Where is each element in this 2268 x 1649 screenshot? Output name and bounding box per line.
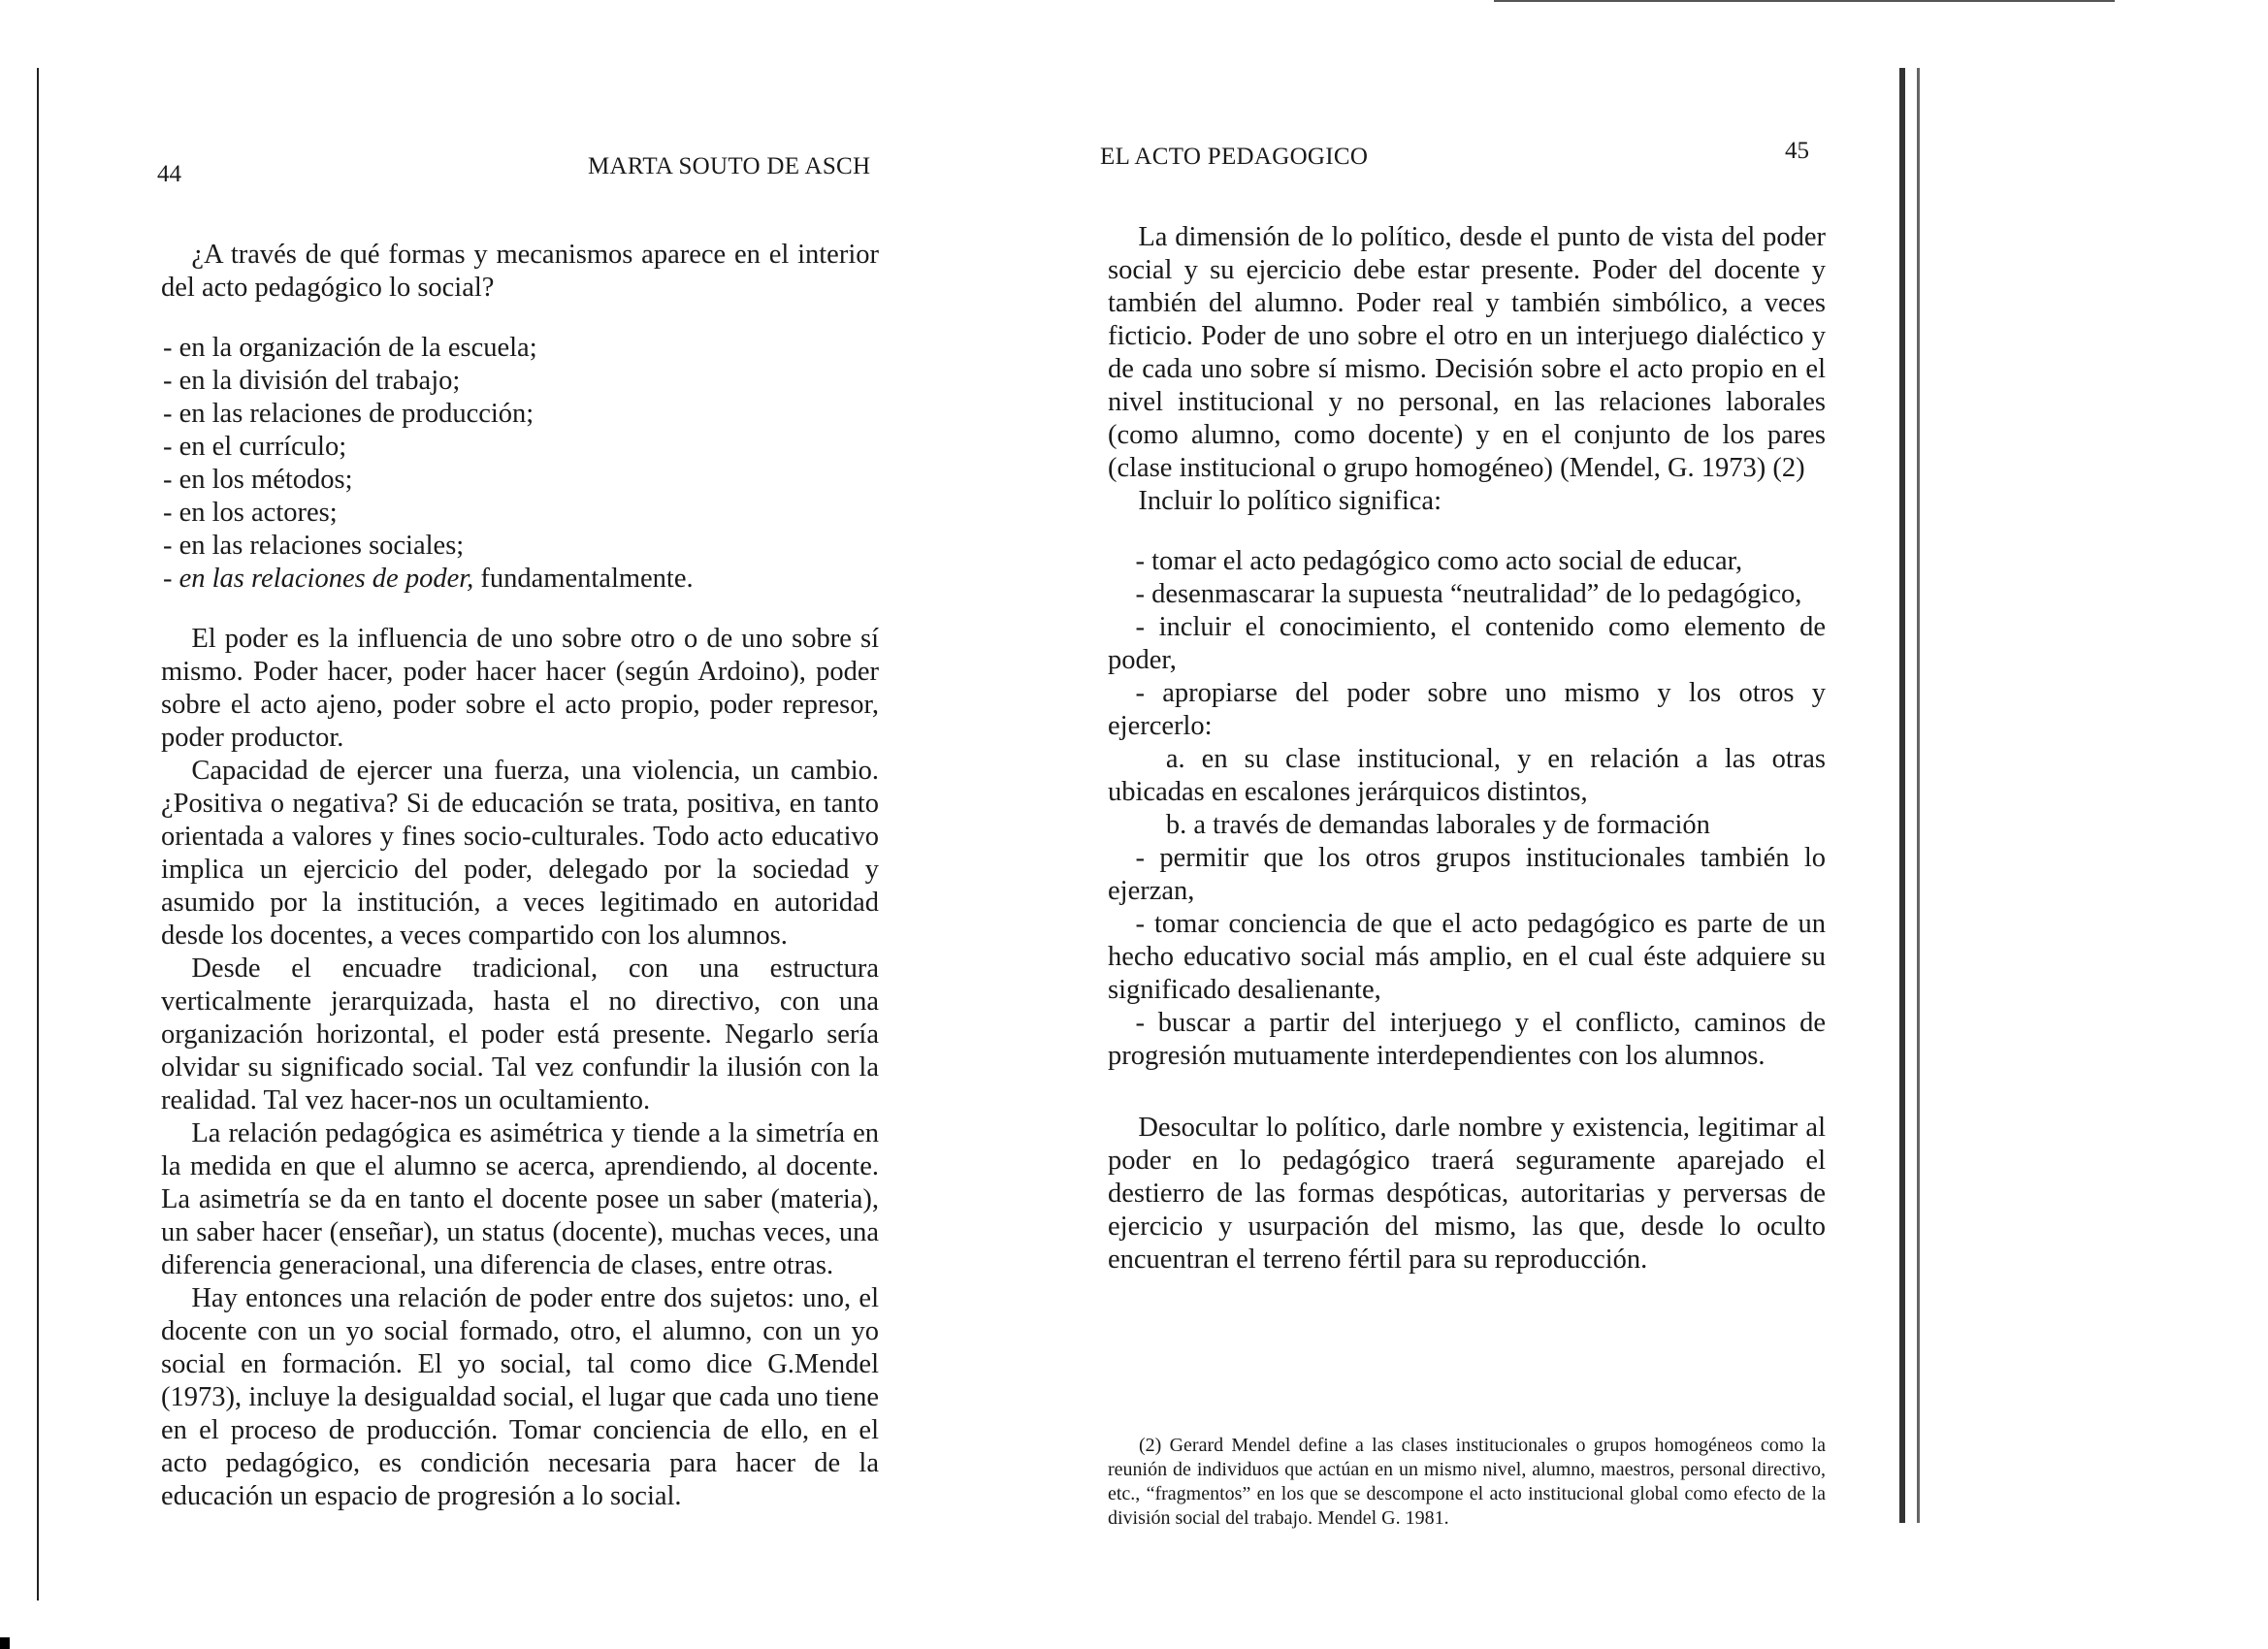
right-paragraph: La dimensión de lo político, desde el punto de vista del poder social y su ejercicio debe estar presente. Poder del docente y también del alumno. Poder real y también simbólico, a veces ficticio. Poder de uno sobre el otro en un interjuego dialéctico y de cada uno sobre sí mismo. Decisión sobre el acto propio en el nivel institucional y no personal, en las relaciones laborales (como alumno, como docente) y en el conjunto de los pares (clase institucional o grupo homogéneo) (Mendel, G. 1973) (2) <box>1108 222 1826 483</box>
list-item: - en las relaciones de producción; <box>163 399 535 429</box>
left-paragraph: Hay entonces una relación de poder entre dos sujetos: uno, el docente con un yo social formado, otro, el alumno, con un yo social en formación. El yo social, tal como dice G.Mendel (1973), incluye la desigualdad social, el lugar que cada uno tiene en el proceso de producción. Tomar conciencia de ello, en el acto pedagógico, es condición necesaria para hacer de la educación un espacio de progresión a lo social. <box>161 1283 879 1511</box>
left-paragraph: La relación pedagógica es asimétrica y tiende a la simetría en la medida en que el alumno se acerca, aprendiendo, al docente. La asimetría se da en tanto el docente posee un saber (materia), un saber hacer (enseñar), un status (docente), muchas veces, una diferencia generacional, una diferencia de clases, entre otras. <box>161 1118 879 1280</box>
left-body <box>161 239 879 1513</box>
left-page <box>0 0 980 1649</box>
right-running-head: EL ACTO PEDAGOGICO <box>1100 144 1369 170</box>
list-item <box>161 563 879 596</box>
right-intro: Incluir lo político significa: <box>1138 486 1442 516</box>
list-item: - desenmascarar la supuesta “neutralidad” de lo pedagógico, <box>1135 579 1802 609</box>
right-political-list <box>1108 545 1826 1073</box>
list-item: - buscar a partir del interjuego y el conflicto, caminos de progresión mutuamente interdependientes con los alumnos. <box>1108 1008 1826 1071</box>
left-running-head: MARTA SOUTO DE ASCH <box>588 153 871 179</box>
left-social-list <box>161 332 879 596</box>
list-item: - apropiarse del poder sobre uno mismo y los otros y ejercerlo: <box>1108 678 1826 741</box>
footnote-text: (2) Gerard Mendel define a las clases institucionales o grupos homogéneos como la reunión de individuos que actúan en un mismo nivel, alumno, maestros, personal directivo, etc., “fragmentos” en los que se descompone el acto institucional global como efecto de la división social del trabajo. Mendel G. 1981. <box>1108 1435 1826 1529</box>
list-item: - en el currículo; <box>163 432 347 462</box>
list-item-italic: - en las relaciones de poder, <box>163 564 474 594</box>
right-page-number: 45 <box>1785 138 1809 164</box>
left-paragraph: Desde el encuadre tradicional, con una estructura verticalmente jerarquizada, hasta el no directivo, con una organización horizontal, el poder está presente. Negarlo sería olvidar su significado social. Tal vez confundir la ilusión con la realidad. Tal vez hacer-nos un ocultamiento. <box>161 954 879 1116</box>
list-item-tail: fundamentalmente. <box>473 564 694 594</box>
left-paragraph: Capacidad de ejercer una fuerza, una violencia, un cambio. ¿Positiva o negativa? Si de educación se trata, positiva, en tanto orientada a valores y fines socio-culturales. Todo acto educativo implica un ejercicio del poder, delegado por la sociedad y asumido por la institución, a veces legitimado en autoridad desde los docentes, a veces compartido con los alumnos. <box>161 756 879 951</box>
footnote <box>1108 1434 1826 1531</box>
right-body <box>1108 221 1826 1277</box>
list-item: - en la división del trabajo; <box>163 366 461 396</box>
list-item: - en los actores; <box>163 498 338 528</box>
list-item: - tomar el acto pedagógico como acto social de educar, <box>1135 546 1743 576</box>
list-item: - en la organización de la escuela; <box>163 333 537 363</box>
list-item: - tomar conciencia de que el acto pedagógico es parte de un hecho educativo social más amplio, en el cual éste adquiere su significado desalienante, <box>1108 909 1826 1005</box>
left-paragraph: El poder es la influencia de uno sobre otro o de uno sobre sí mismo. Poder hacer, poder hacer hacer (según Ardoino), poder sobre el acto ajeno, poder sobre el acto propio, poder represor, poder productor. <box>161 624 879 753</box>
list-subitem: b. a través de demandas laborales y de formación <box>1165 810 1710 840</box>
left-question: ¿A través de qué formas y mecanismos aparece en el interior del acto pedagógico lo social? <box>161 240 879 303</box>
right-page <box>1057 0 2268 1649</box>
list-item: - en los métodos; <box>163 465 353 495</box>
list-item: - en las relaciones sociales; <box>163 531 465 561</box>
list-item: - incluir el conocimiento, el contenido como elemento de poder, <box>1108 612 1826 675</box>
left-page-number: 44 <box>157 161 181 187</box>
right-closing-paragraph: Desocultar lo político, darle nombre y existencia, legitimar al poder en lo pedagógico traerá seguramente aparejado el destierro de las formas despóticas, autoritarias y perversas de ejercicio y usurpación del mismo, las que, desde lo oculto encuentran el terreno fértil para su reproducción. <box>1108 1113 1826 1275</box>
list-item: - permitir que los otros grupos institucionales también lo ejerzan, <box>1108 843 1826 906</box>
list-subitem: a. en su clase institucional, y en relación a las otras ubicadas en escalones jerárquicos distintos, <box>1108 744 1826 807</box>
